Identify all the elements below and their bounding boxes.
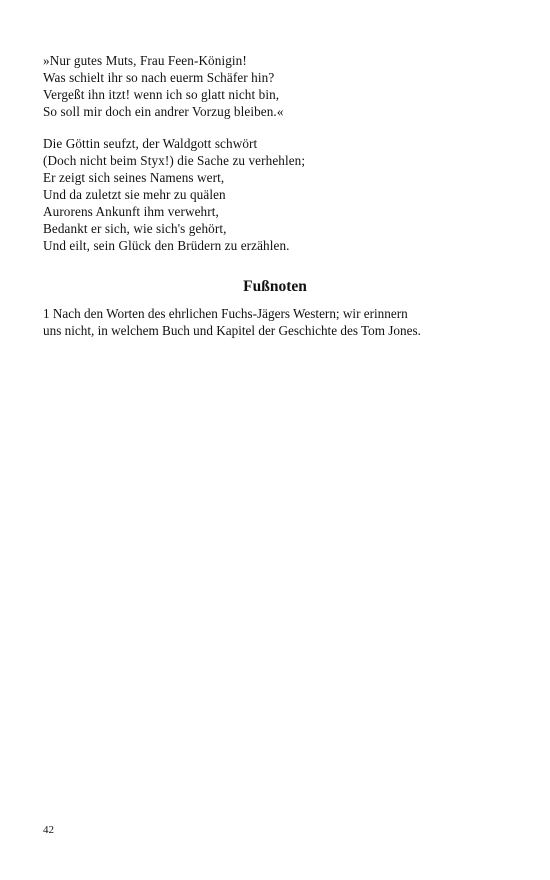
verse-stanza bbox=[43, 135, 513, 254]
verse-line: Was schielt ihr so nach euerm Schäfer hin? bbox=[43, 70, 275, 85]
verse-line: Die Göttin seufzt, der Waldgott schwört bbox=[43, 136, 258, 151]
verse-line: »Nur gutes Muts, Frau Feen-Königin! bbox=[43, 53, 247, 68]
verse-line: Er zeigt sich seines Namens wert, bbox=[43, 170, 225, 185]
footnote-line: uns nicht, in welchem Buch und Kapitel der Geschichte des Tom Jones. bbox=[43, 323, 421, 338]
verse-line: Vergeßt ihn itzt! wenn ich so glatt nicht bin, bbox=[43, 87, 280, 102]
verse-line: (Doch nicht beim Styx!) die Sache zu verhehlen; bbox=[43, 153, 306, 168]
verse-line: So soll mir doch ein andrer Vorzug bleiben.« bbox=[43, 104, 284, 119]
footnote-line: 1 Nach den Worten des ehrlichen Fuchs-Jägers Western; wir erinnern bbox=[43, 306, 408, 321]
verse-line: Aurorens Ankunft ihm verwehrt, bbox=[43, 204, 219, 219]
footnote-text bbox=[43, 305, 513, 339]
verse-line: Und da zuletzt sie mehr zu quälen bbox=[43, 187, 226, 202]
verse-stanza bbox=[43, 52, 513, 120]
footnotes-heading: Fußnoten bbox=[243, 278, 307, 295]
page-number: 42 bbox=[43, 824, 54, 836]
verse-line: Und eilt, sein Glück den Brüdern zu erzählen. bbox=[43, 238, 290, 253]
verse-line: Bedankt er sich, wie sich's gehört, bbox=[43, 221, 227, 236]
